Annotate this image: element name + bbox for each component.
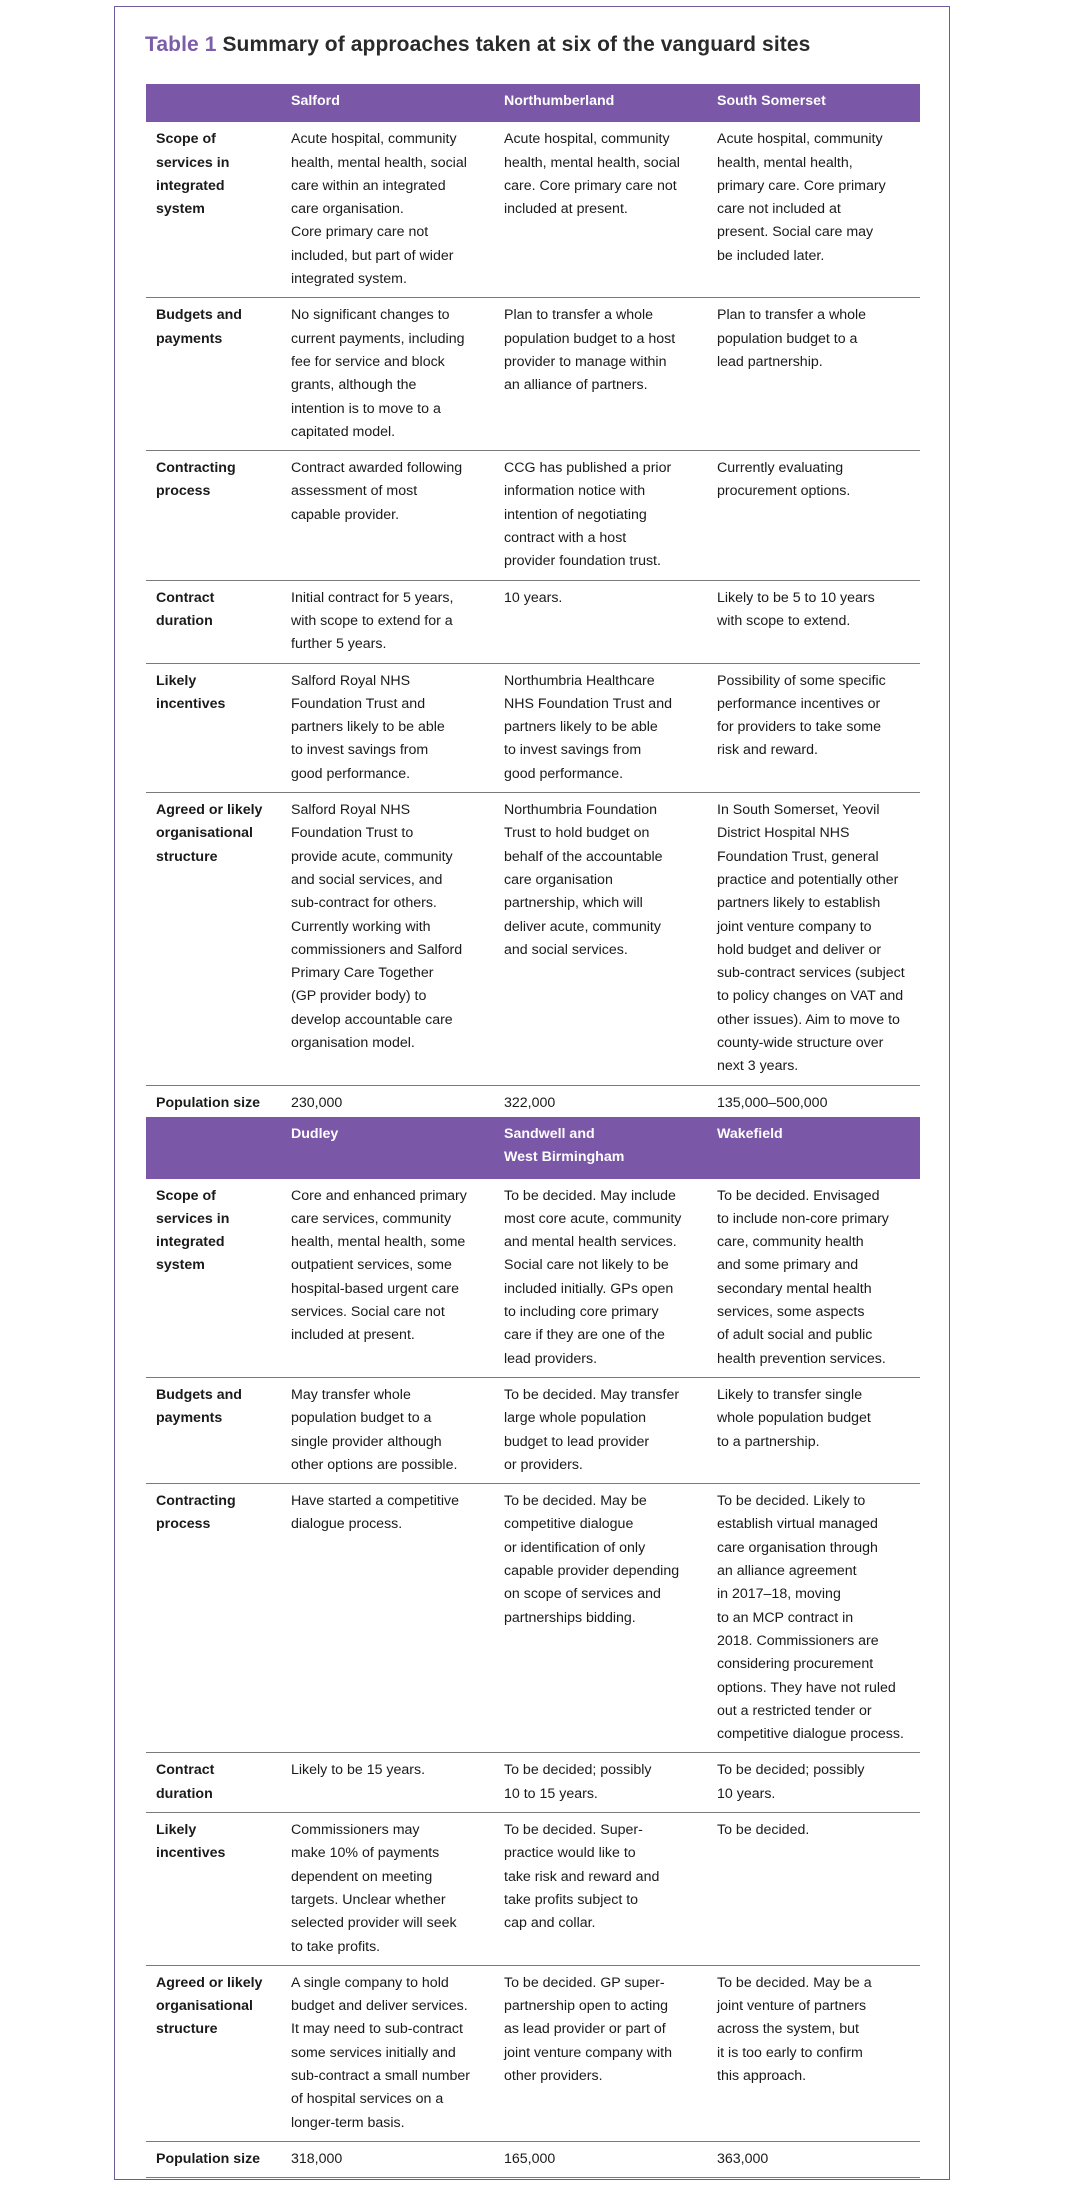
table-cell xyxy=(709,298,920,451)
row-header-label: Contract duration xyxy=(156,1762,215,1802)
table-cell xyxy=(496,1753,709,1813)
row-header-label: Contracting process xyxy=(156,460,236,500)
table-cell xyxy=(709,451,920,580)
row-header xyxy=(146,298,283,451)
table-cell xyxy=(709,1377,920,1483)
cell-text: Possibility of some specific performance incentives or for providers to take some risk and reward. xyxy=(717,672,886,759)
cell-text: Core and enhanced primary care services, community health, mental health, some outpatient services, some hospital-based urgent care services. Social care not included at present. xyxy=(291,1187,467,1344)
row-header-label: Population size xyxy=(156,1094,261,1111)
row-header xyxy=(146,663,283,792)
table-cell xyxy=(496,1377,709,1483)
column-header-label: South Somerset xyxy=(717,93,826,109)
cell-text: To be decided. May be competitive dialogue or identification of only capable provider depending on scope of services and partnerships bidding. xyxy=(504,1493,680,1626)
table-cell xyxy=(496,122,709,298)
table-title xyxy=(145,33,810,57)
table-cell xyxy=(283,1965,496,2141)
table-cell xyxy=(496,793,709,1086)
cell-text: 318,000 xyxy=(291,2150,343,2167)
table-cell xyxy=(709,793,920,1086)
cell-text: Initial contract for 5 years, with scope to extend for a further 5 years. xyxy=(291,589,454,653)
cell-text: Northumbria Healthcare NHS Foundation Trust and partners likely to be able to invest savings from good performance. xyxy=(504,672,672,782)
cell-text: Currently evaluating procurement options. xyxy=(717,460,851,500)
row-header xyxy=(146,1965,283,2141)
table-cell xyxy=(709,1085,920,1121)
table-cell xyxy=(283,1179,496,1378)
column-header-site xyxy=(496,84,709,122)
header-row xyxy=(146,1117,920,1179)
cell-text: Plan to transfer a whole population budget to a lead partnership. xyxy=(717,307,867,370)
table-cell xyxy=(496,298,709,451)
table-cell xyxy=(283,451,496,580)
row-header-label: Contracting process xyxy=(156,1493,236,1533)
cell-text: To be decided. May include most core acute, community and mental health services. Social care not likely to be included initially. GPs open to including core primary care if they are one of the lead providers. xyxy=(504,1187,682,1367)
header-row xyxy=(146,84,920,122)
cell-text: Likely to be 15 years. xyxy=(291,1762,426,1779)
table-row xyxy=(146,1484,920,1753)
table-cell xyxy=(709,122,920,298)
table-cell xyxy=(709,1965,920,2141)
table-row xyxy=(146,451,920,580)
table-cell xyxy=(496,1965,709,2141)
header-corner-cell xyxy=(146,1117,283,1179)
table-cell xyxy=(283,1753,496,1813)
column-header-label: Dudley xyxy=(291,1126,339,1142)
cell-text: To be decided. xyxy=(717,1822,810,1839)
cell-text: 10 years. xyxy=(504,589,563,606)
table-cell xyxy=(496,663,709,792)
row-header xyxy=(146,2141,283,2177)
table-cell xyxy=(283,1813,496,1966)
cell-text: 363,000 xyxy=(717,2150,769,2167)
cell-text: 322,000 xyxy=(504,1094,556,1111)
row-header xyxy=(146,1085,283,1121)
cell-text: Likely to transfer single whole population budget to a partnership. xyxy=(717,1386,871,1450)
row-header-label: Scope of services in integrated system xyxy=(156,1187,230,1274)
row-header-label: Likely incentives xyxy=(156,1822,226,1862)
row-header-label: Budgets and payments xyxy=(156,1386,242,1427)
summary-table-part-2 xyxy=(146,1117,920,2178)
table-caption: Summary of approaches taken at six of the vanguard sites xyxy=(222,33,811,56)
table-cell xyxy=(283,122,496,298)
table-row xyxy=(146,1179,920,1378)
cell-text: Acute hospital, community health, mental health, primary care. Core primary care not included at present. Social care may be included later. xyxy=(717,131,886,264)
cell-text: 135,000–500,000 xyxy=(717,1094,828,1111)
cell-text: In South Somerset, Yeovil District Hospital NHS Foundation Trust, general practice and potentially other partners likely to establish joint venture company to hold budget and deliver or sub-contract services (subject to policy changes on VAT and other issues). Aim to move to county-wide structure over next 3 years. xyxy=(717,802,905,1075)
table-cell xyxy=(709,1179,920,1378)
table-cell xyxy=(283,793,496,1086)
column-header-label: Sandwell and West Birmingham xyxy=(504,1126,625,1166)
row-header-label: Contract duration xyxy=(156,589,215,629)
table-number: Table 1 xyxy=(145,33,217,56)
row-header xyxy=(146,451,283,580)
row-header xyxy=(146,580,283,663)
table-row xyxy=(146,1753,920,1813)
row-header-label: Agreed or likely organisational structure xyxy=(156,802,263,865)
cell-text: To be decided. Super- practice would like to take risk and reward and take profits subject to cap and collar. xyxy=(504,1822,660,1932)
cell-text: Commissioners may make 10% of payments dependent on meeting targets. Unclear whether selected provider will seek to take profits. xyxy=(291,1822,457,1955)
row-header-label: Budgets and payments xyxy=(156,307,242,347)
summary-table-part-1 xyxy=(146,84,920,1122)
cell-text: Have started a competitive dialogue process. xyxy=(291,1493,459,1533)
table-cell xyxy=(496,1813,709,1966)
cell-text: Contract awarded following assessment of most capable provider. xyxy=(291,460,463,523)
cell-text: To be decided. Envisaged to include non-core primary care, community health and some primary and secondary mental health services, some aspects of adult social and public health prevention services. xyxy=(717,1187,889,1367)
table-cell xyxy=(283,580,496,663)
table-cell xyxy=(496,580,709,663)
table-cell xyxy=(709,1484,920,1753)
cell-text: Acute hospital, community health, mental health, social care within an integrated care organisation. Core primary care not included, but part of wider integrated system. xyxy=(291,131,467,288)
cell-text: 230,000 xyxy=(291,1094,343,1111)
table-row xyxy=(146,793,920,1086)
table-row xyxy=(146,2141,920,2177)
table-cell xyxy=(283,1377,496,1483)
cell-text: May transfer whole population budget to a single provider although other options are possible. xyxy=(291,1386,458,1473)
table-cell xyxy=(496,1484,709,1753)
table-cell xyxy=(709,1813,920,1966)
cell-text: To be decided. May be a joint venture of partners across the system, but it is too early to confirm this approach. xyxy=(717,1974,872,2084)
row-header-label: Likely incentives xyxy=(156,672,226,712)
row-header-label: Scope of services in integrated system xyxy=(156,131,230,218)
table-cell xyxy=(709,663,920,792)
column-header-site xyxy=(496,1117,709,1179)
cell-text: To be decided; possibly 10 to 15 years. xyxy=(504,1762,652,1802)
cell-text: Plan to transfer a whole population budget to a host provider to manage within an alliance of partners. xyxy=(504,307,676,394)
table-row xyxy=(146,580,920,663)
table-cell xyxy=(709,2141,920,2177)
table-cell xyxy=(283,1484,496,1753)
row-header xyxy=(146,793,283,1086)
table-cell xyxy=(496,1179,709,1378)
cell-text: Salford Royal NHS Foundation Trust and partners likely to be able to invest savings from good performance. xyxy=(291,672,445,782)
table-cell xyxy=(283,2141,496,2177)
table-cell xyxy=(496,2141,709,2177)
table-cell xyxy=(496,1085,709,1121)
column-header-label: Northumberland xyxy=(504,93,615,109)
table-row xyxy=(146,1377,920,1483)
cell-text: Likely to be 5 to 10 years with scope to extend. xyxy=(717,589,875,629)
table-row xyxy=(146,1965,920,2141)
row-header xyxy=(146,1484,283,1753)
column-header-site xyxy=(709,1117,920,1179)
row-header-label: Agreed or likely organisational structure xyxy=(156,1974,263,2038)
row-header-label: Population size xyxy=(156,2150,261,2167)
column-header-site xyxy=(283,84,496,122)
table-cell xyxy=(283,1085,496,1121)
row-header xyxy=(146,1753,283,1813)
table-cell xyxy=(709,1753,920,1813)
table-cell xyxy=(283,298,496,451)
header-corner-cell xyxy=(146,84,283,122)
cell-text: To be decided. Likely to establish virtual managed care organisation through an alliance agreement in 2017–18, moving to an MCP contract in 2018. Commissioners are considering procurement options. They have not ruled out a restricted tender or competitive dialogue process. xyxy=(717,1493,904,1743)
cell-text: To be decided; possibly 10 years. xyxy=(717,1762,865,1802)
row-header xyxy=(146,1179,283,1378)
table-cell xyxy=(496,451,709,580)
table-cell xyxy=(283,663,496,792)
table-cell xyxy=(709,580,920,663)
table-row xyxy=(146,298,920,451)
cell-text: Northumbria Foundation Trust to hold budget on behalf of the accountable care organisation partnership, which will deliver acute, community and social services. xyxy=(504,802,663,958)
cell-text: Salford Royal NHS Foundation Trust to provide acute, community and social services, and sub-contract for others. Currently working with commissioners and Salford Primary Care Together (GP provider body) to develop accountable care organisation model. xyxy=(291,802,463,1051)
cell-text: A single company to hold budget and deliver services. It may need to sub-contract some services initially and sub-contract a small number of hospital services on a longer-term basis. xyxy=(291,1974,470,2131)
cell-text: CCG has published a prior information notice with intention of negotiating contract with a host provider foundation trust. xyxy=(504,460,672,570)
column-header-site xyxy=(709,84,920,122)
column-header-site xyxy=(283,1117,496,1179)
table-row xyxy=(146,1813,920,1966)
cell-text: To be decided. GP super- partnership open to acting as lead provider or part of joint venture company with other providers. xyxy=(504,1974,672,2084)
table-row xyxy=(146,1085,920,1121)
cell-text: 165,000 xyxy=(504,2150,556,2167)
column-header-label: Wakefield xyxy=(717,1126,783,1142)
row-header xyxy=(146,1813,283,1966)
cell-text: To be decided. May transfer large whole population budget to lead provider or providers. xyxy=(504,1386,680,1473)
column-header-label: Salford xyxy=(291,93,340,109)
row-header xyxy=(146,1377,283,1483)
cell-text: No significant changes to current payments, including fee for service and block grants, although the intention is to move to a capitated model. xyxy=(291,307,465,440)
row-header xyxy=(146,122,283,298)
table-row xyxy=(146,663,920,792)
table-row xyxy=(146,122,920,298)
cell-text: Acute hospital, community health, mental health, social care. Core primary care not included at present. xyxy=(504,131,680,218)
